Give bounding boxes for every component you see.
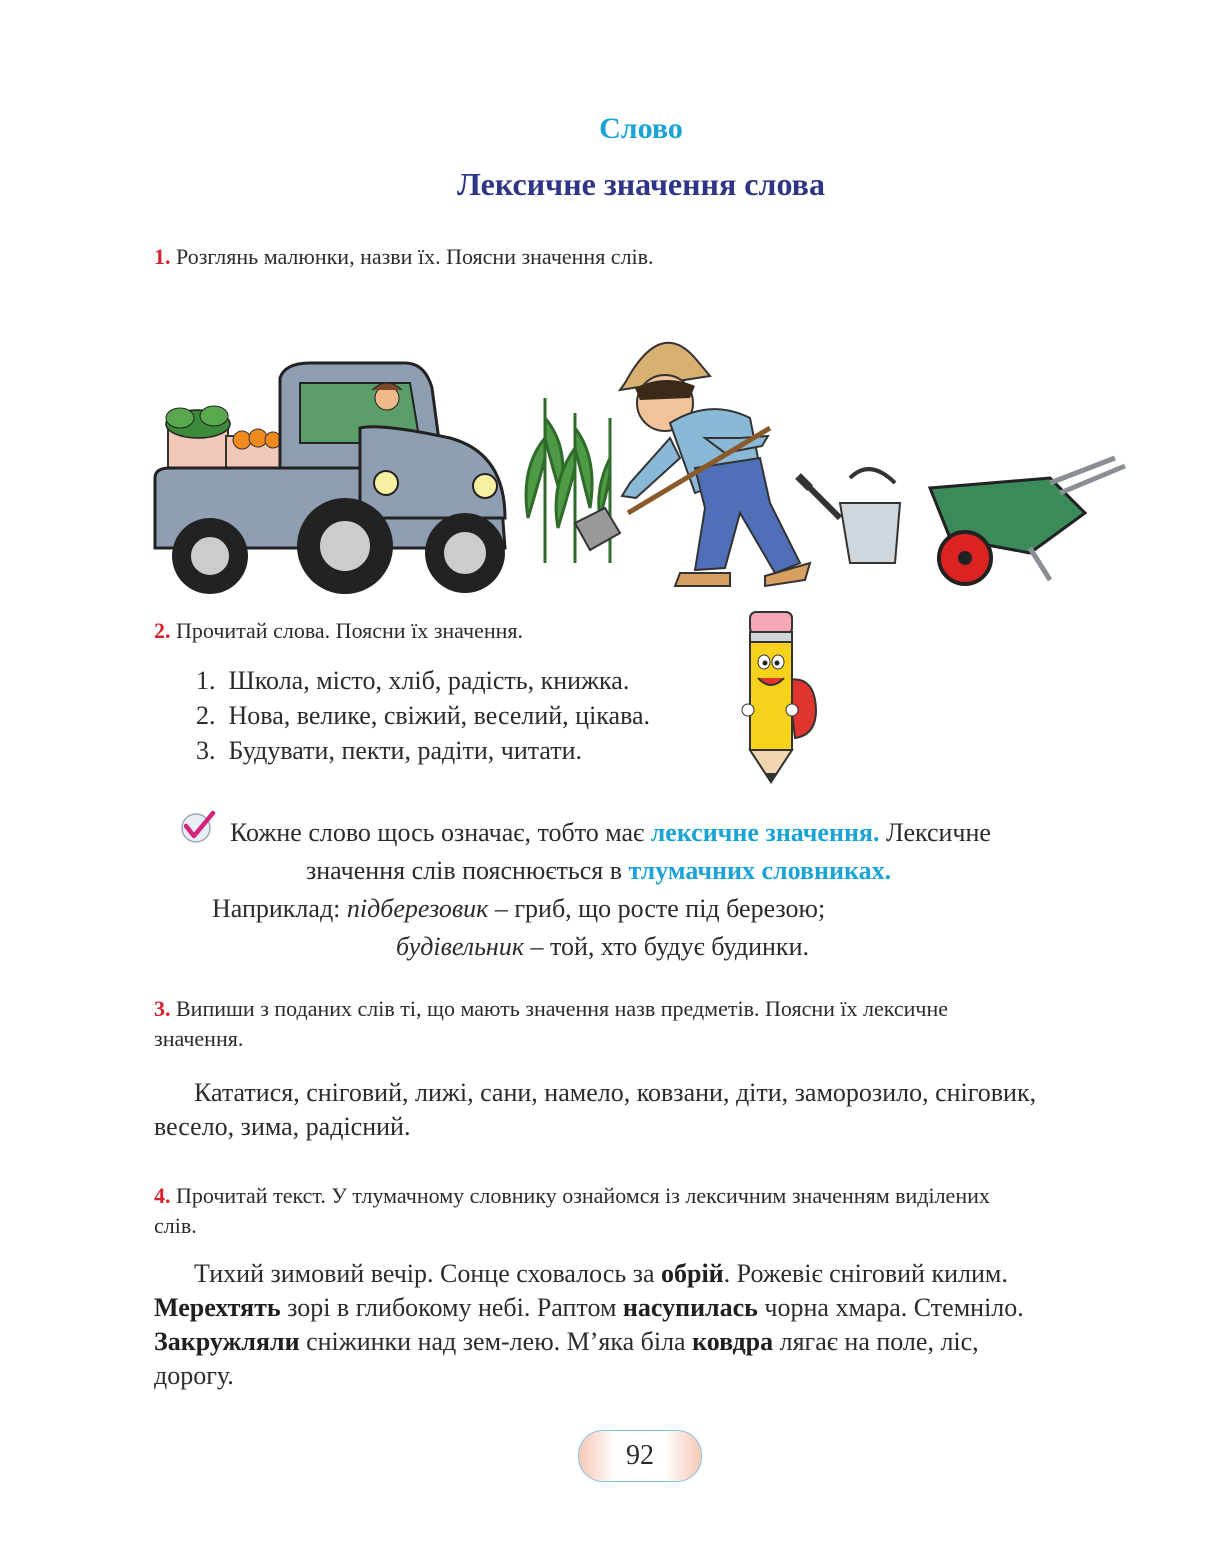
text-run: чорна хмара. Стемніло. [757, 1293, 1024, 1322]
task-number: 3. [154, 996, 171, 1021]
text-run: . Рожевіє сніговий килим. [723, 1259, 1008, 1288]
example-definition: – той, хто будує будинки. [523, 932, 809, 961]
list-item [196, 698, 650, 733]
page-title: Лексичне значення слова [457, 166, 825, 202]
text-run: лягає на поле, ліс, [773, 1327, 979, 1356]
example-word: будівельник [396, 932, 524, 961]
list-item-text: Школа, місто, хліб, радість, книжка. [228, 666, 630, 695]
task-3 [154, 994, 1128, 1054]
task-number: 4. [154, 1183, 171, 1208]
reading-text [154, 1257, 1128, 1393]
watering-can-illustration [798, 469, 900, 563]
list-item-number: 3. [196, 736, 216, 765]
task-text: Випиши з поданих слів ті, що мають значення назв предметів. Поясни їх лексичне [176, 996, 949, 1021]
pencil-mascot-illustration [740, 610, 820, 785]
task-text-line [154, 1181, 1128, 1211]
task-2 [154, 616, 714, 646]
rule-text: Лексичне [879, 818, 991, 847]
task-number: 2. [154, 618, 171, 643]
task-1 [154, 242, 1134, 272]
rule-text: значення слів пояснюється в [306, 856, 629, 885]
highlighted-word: Закружляли [154, 1327, 300, 1356]
task-text-line: значення. [154, 1026, 244, 1051]
section-title: Слово [599, 112, 683, 145]
task-text-line [154, 994, 1128, 1024]
rule-text: Кожне слово щось означає, тобто має [230, 818, 651, 847]
list-item [196, 663, 629, 698]
rule-example-2 [396, 932, 809, 962]
truck-illustration [155, 363, 505, 594]
word-list-line: Кататися, сніговий, лижі, сани, намело, ковзани, діти, заморозило, сніговик, [194, 1078, 1037, 1107]
illustrations [150, 318, 1130, 600]
checkmark-icon [180, 810, 216, 844]
page-number: 92 [578, 1430, 702, 1482]
wheelbarrow-illustration [930, 458, 1125, 584]
word-list-line: весело, зима, радісний. [154, 1112, 411, 1141]
highlighted-word: обрій [660, 1259, 724, 1288]
text-run: сніжинки над зем-лею. М’яка біла [299, 1327, 693, 1356]
text-run: Тихий зимовий вечір. Сонце сховалось за [194, 1259, 661, 1288]
highlighted-word: насупилась [622, 1293, 758, 1322]
term-lexical-meaning: лексичне значення. [650, 818, 880, 847]
task-text: Прочитай слова. Поясни їх значення. [176, 618, 524, 643]
example-definition: – гриб, що росте під березою; [488, 894, 826, 923]
reading-text-line [154, 1325, 1128, 1359]
task-text: Прочитай текст. У тлумачному словнику ознайомся із лексичним значенням виділених [176, 1183, 990, 1208]
list-item-number: 2. [196, 701, 216, 730]
text-run: зорі в глибокому небі. Раптом [280, 1293, 623, 1322]
reading-text-line [154, 1257, 1128, 1291]
rule-example-1 [212, 894, 825, 924]
word-list [154, 1076, 1128, 1144]
example-word: підберезовик [346, 894, 489, 923]
example-label: Наприклад: [212, 894, 347, 923]
list-item-number: 1. [196, 666, 216, 695]
list-item-text: Будувати, пекти, радіти, читати. [228, 736, 583, 765]
task-number: 1. [154, 244, 171, 269]
list-item-text: Нова, велике, свіжий, веселий, цікава. [228, 701, 651, 730]
task-text: Розглянь малюнки, назви їх. Поясни значення слів. [176, 244, 654, 269]
reading-text-line: дорогу. [154, 1361, 234, 1390]
task-4 [154, 1181, 1128, 1241]
highlighted-word: Мерехтять [154, 1293, 281, 1322]
highlighted-word: ковдра [692, 1327, 774, 1356]
reading-text-line [154, 1291, 1128, 1325]
term-dictionaries: тлумачних словниках. [628, 856, 892, 885]
rule-line-1 [230, 818, 991, 848]
rule-line-2 [306, 856, 891, 886]
list-item [196, 733, 582, 768]
task-text-line: слів. [154, 1213, 197, 1238]
